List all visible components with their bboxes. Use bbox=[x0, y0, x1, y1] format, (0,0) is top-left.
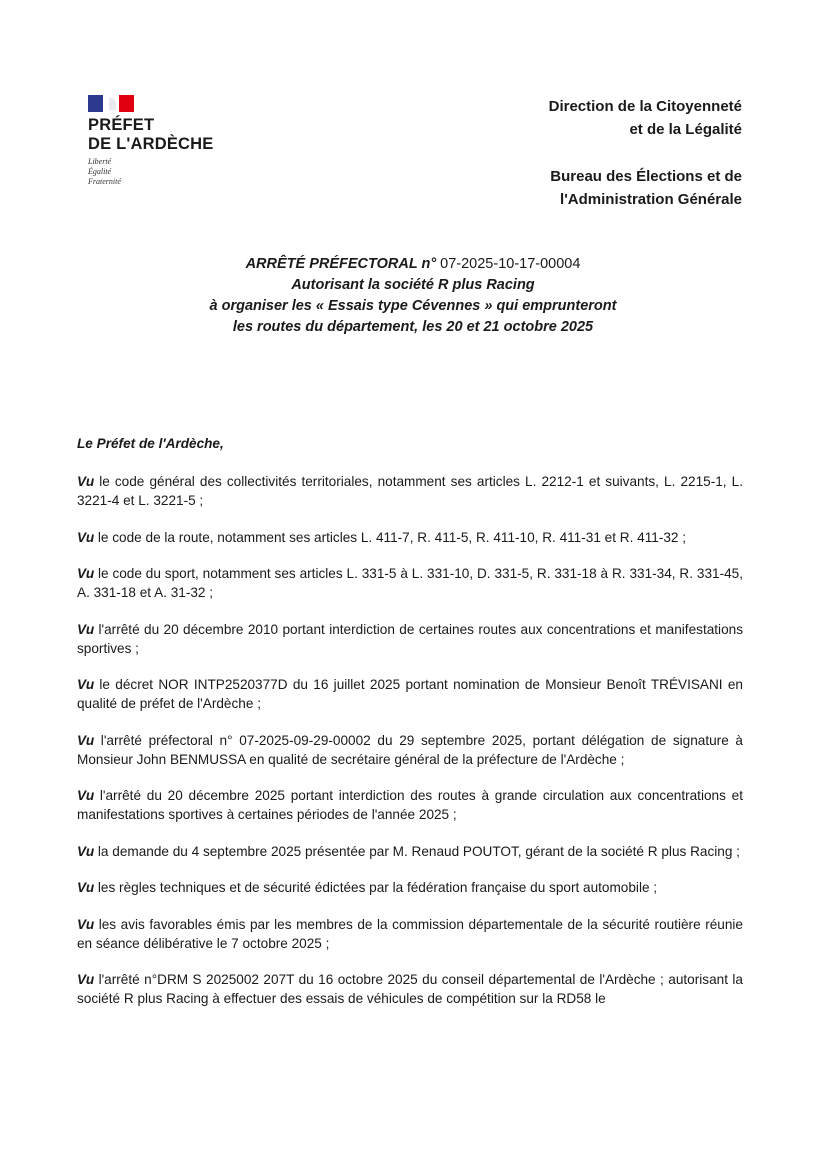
republic-motto bbox=[88, 157, 238, 187]
considerant-paragraph bbox=[77, 842, 743, 861]
considerant-paragraph bbox=[77, 970, 743, 1008]
motto-egalite: Égalité bbox=[88, 167, 112, 176]
arrete-heading bbox=[0, 254, 826, 275]
considerant-text: les règles techniques et de sécurité édictées par la fédération française du sport automobile ; bbox=[94, 880, 658, 895]
considerants-list bbox=[77, 472, 743, 1008]
vu-label: Vu bbox=[77, 843, 95, 859]
considerant-paragraph bbox=[77, 731, 743, 769]
arrete-label: ARRÊTÉ PRÉFECTORAL n° bbox=[245, 256, 437, 272]
considerant-paragraph bbox=[77, 564, 743, 602]
vu-label: Vu bbox=[77, 677, 95, 692]
prefet-line1: PRÉFET bbox=[88, 116, 155, 134]
prefet-title bbox=[88, 116, 238, 154]
bureau-line1: Bureau des Élections et de bbox=[550, 168, 742, 185]
vu-label: Vu bbox=[77, 566, 95, 581]
arrete-subject-line1: Autorisant la société R plus Racing bbox=[291, 277, 535, 293]
considerant-text: la demande du 4 septembre 2025 présentée par M. Renaud POUTOT, gérant de la société R plus Racing ; bbox=[94, 843, 740, 859]
issuing-service-header bbox=[549, 95, 742, 211]
motto-liberte: Liberté bbox=[88, 157, 112, 166]
bureau-line2: l'Administration Générale bbox=[560, 191, 742, 208]
vu-label: Vu bbox=[77, 788, 95, 803]
intro-line: Le Préfet de l'Ardèche, bbox=[77, 436, 224, 451]
motto-fraternite: Fraternité bbox=[88, 177, 121, 186]
prefet-line2: DE L'ARDÈCHE bbox=[88, 135, 214, 153]
vu-label: Vu bbox=[77, 621, 95, 637]
arrete-subject-line3: les routes du département, les 20 et 21 octobre 2025 bbox=[232, 319, 594, 335]
considerant-text: l'arrêté du 20 décembre 2010 portant interdiction de certaines routes aux concentrations et manifestations sportives ; bbox=[77, 621, 743, 656]
direction-line2: et de la Légalité bbox=[629, 121, 742, 138]
vu-label: Vu bbox=[77, 732, 95, 748]
marianne-flag-icon bbox=[88, 95, 134, 112]
considerant-paragraph bbox=[77, 786, 743, 824]
considerant-paragraph bbox=[77, 528, 743, 547]
considerant-text: l'arrêté n°DRM S 2025002 207T du 16 octobre 2025 du conseil départemental de l'Ardèche ; autorisant la société R plus Racing à effectuer des essais de véhicules de compétition sur la RD58 le bbox=[77, 972, 743, 1006]
vu-label: Vu bbox=[77, 474, 95, 489]
arrete-number: 07-2025-10-17-00004 bbox=[436, 256, 581, 272]
arrete-subject-line2: à organiser les « Essais type Cévennes » qui emprunteront bbox=[209, 298, 617, 314]
considerant-paragraph bbox=[77, 675, 743, 713]
prefecture-logo bbox=[88, 95, 238, 187]
vu-label: Vu bbox=[77, 916, 95, 932]
direction-line1: Direction de la Citoyenneté bbox=[548, 98, 742, 115]
considerant-text: le code du sport, notamment ses articles L. 331-5 à L. 331-10, D. 331-5, R. 331-18 à R. 331-34, R. 331-45, A. 331-18 et A. 31-32 ; bbox=[77, 566, 743, 600]
vu-label: Vu bbox=[77, 880, 95, 895]
considerant-text: l'arrêté du 20 décembre 2025 portant interdiction des routes à grande circulation aux concentrations et manifestations sportives à certaines périodes de l'année 2025 ; bbox=[77, 788, 743, 822]
vu-label: Vu bbox=[77, 972, 95, 987]
considerant-text: l'arrêté préfectoral n° 07-2025-09-29-00002 du 29 septembre 2025, portant délégation de signature à Monsieur John BENMUSSA en qualité de secrétaire général de la préfecture de l'Ardèche ; bbox=[77, 732, 743, 767]
considerant-paragraph bbox=[77, 915, 743, 953]
arrete-title bbox=[0, 254, 826, 338]
document-body bbox=[77, 434, 743, 1026]
considerant-paragraph bbox=[77, 472, 743, 510]
considerant-paragraph bbox=[77, 620, 743, 658]
considerant-text: le code de la route, notamment ses articles L. 411-7, R. 411-5, R. 411-10, R. 411-31 et R. 411-32 ; bbox=[94, 529, 687, 545]
vu-label: Vu bbox=[77, 529, 95, 545]
considerant-text: le code général des collectivités territoriales, notamment ses articles L. 2212-1 et suivants, L. 2215-1, L. 3221-4 et L. 3221-5 ; bbox=[77, 474, 743, 508]
considerant-paragraph bbox=[77, 878, 743, 897]
considerant-text: le décret NOR INTP2520377D du 16 juillet 2025 portant nomination de Monsieur Benoît TRÉVISANI en qualité de préfet de l'Ardèche ; bbox=[77, 677, 743, 711]
considerant-text: les avis favorables émis par les membres de la commission départementale de la sécurité routière réunie en séance délibérative le 7 octobre 2025 ; bbox=[77, 916, 743, 951]
